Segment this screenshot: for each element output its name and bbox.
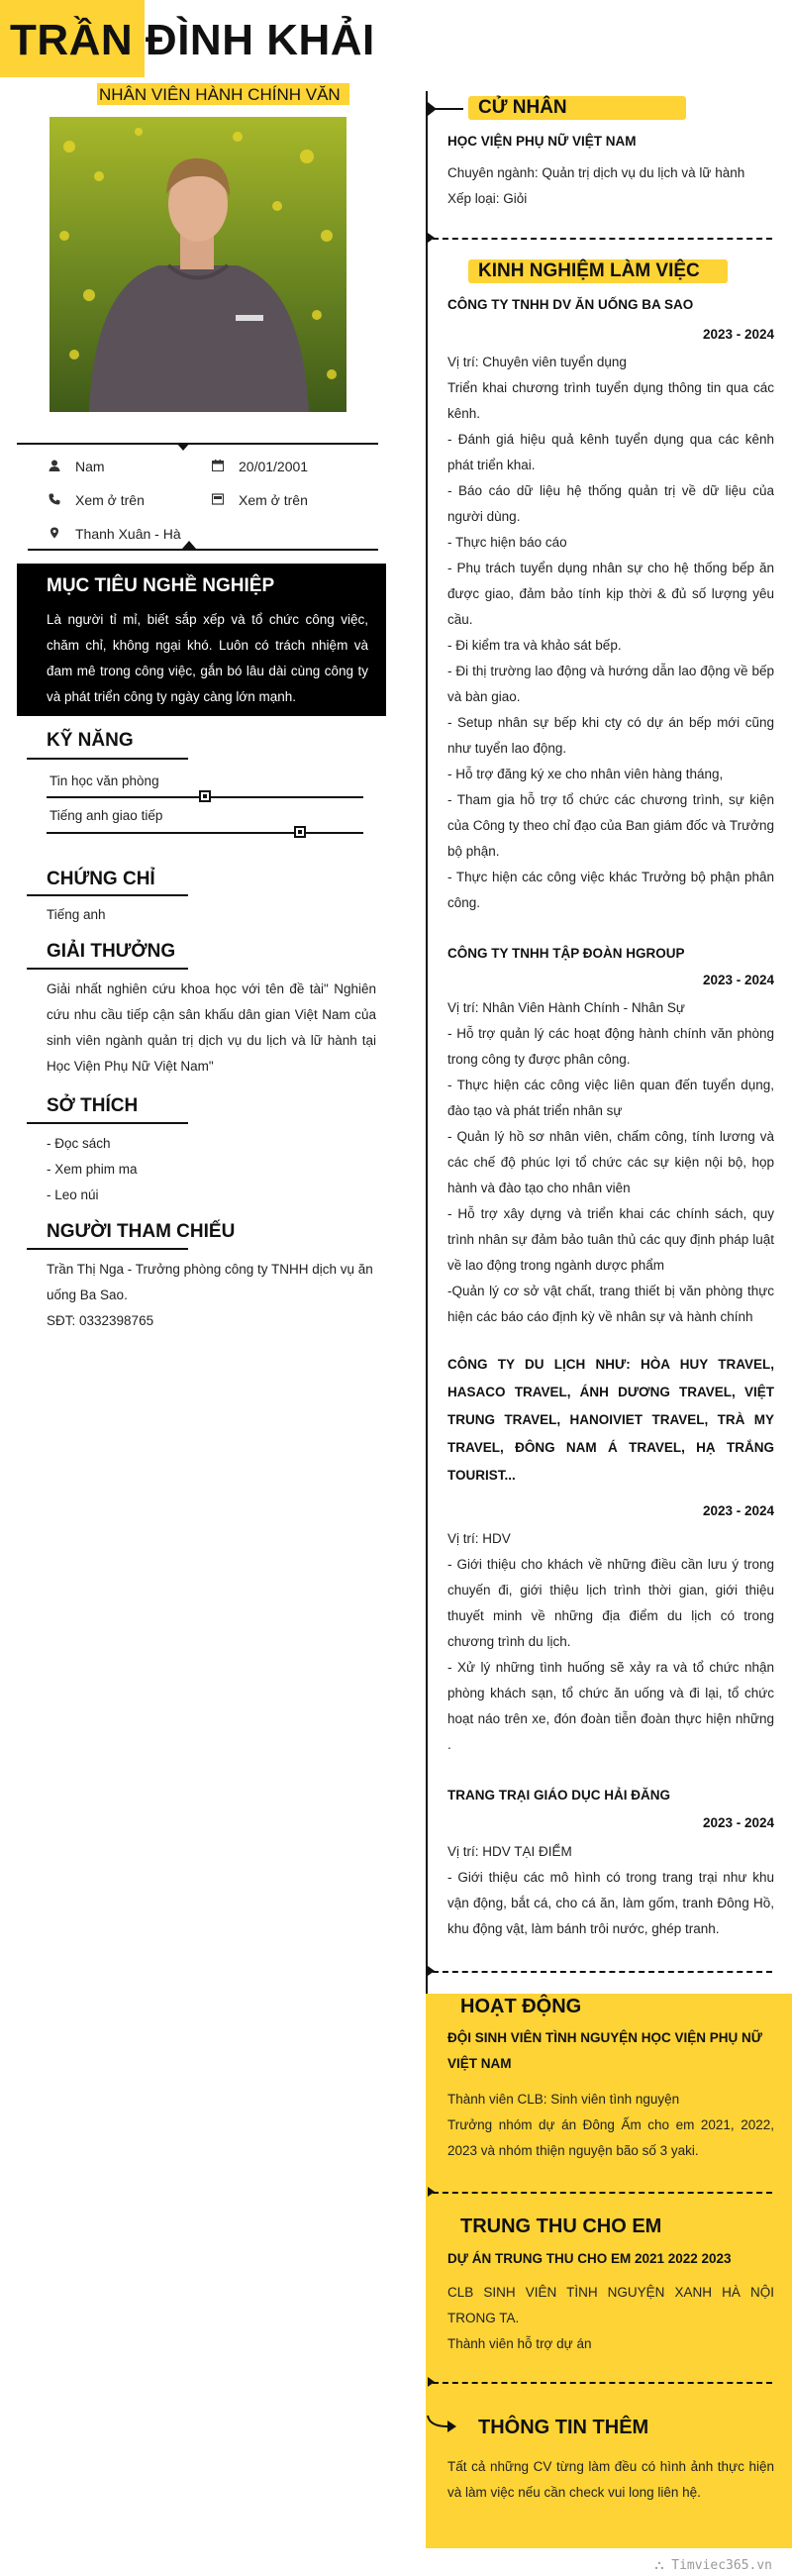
calendar-icon xyxy=(211,460,225,473)
section-divider xyxy=(433,238,772,240)
job-line: Vị trí: Chuyên viên tuyển dụng xyxy=(447,355,627,369)
job-line: - Phụ trách tuyển dụng nhân sự cho hệ thống bếp ăn được giao, đảm bảo tính kịp thời & đủ số lượng yêu cầu. xyxy=(447,561,774,627)
job-line: Vị trí: Nhân Viên Hành Chính - Nhân Sự xyxy=(447,1000,685,1015)
skill-level-marker xyxy=(294,826,306,838)
job-description xyxy=(447,350,774,916)
activities-header xyxy=(450,1993,581,2018)
certificates-underline xyxy=(27,894,188,896)
info-top-marker xyxy=(176,443,190,451)
job-line: - Hỗ trợ quản lý các hoạt động hành chính văn phòng trong công ty được phân công. xyxy=(447,1026,774,1067)
info-email xyxy=(211,492,308,508)
phone-value: Xem ở trên xyxy=(75,492,145,508)
info-bottom-rule xyxy=(28,549,378,551)
mid-autumn-project: DỰ ÁN TRUNG THU CHO EM 2021 2022 2023 xyxy=(447,2251,732,2266)
job-line: Triển khai chương trình tuyển dụng thông tin qua các kênh. xyxy=(447,380,774,421)
activities-line: Thành viên CLB: Sinh viên tình nguyện xyxy=(447,2092,680,2107)
phone-icon xyxy=(48,493,61,507)
references-phone: SĐT: 0332398765 xyxy=(47,1313,154,1328)
job-description xyxy=(447,1839,774,1942)
watermark-icon: ⛬ xyxy=(654,2558,672,2573)
info-top-rule xyxy=(17,443,378,445)
job-line: - Hỗ trợ đăng ký xe cho nhân viên hàng tháng, xyxy=(447,767,724,781)
awards-underline xyxy=(27,968,188,970)
job-line: - Giới thiệu các mô hình có trong trang trại như khu vận động, bắt cá, cho cá ăn, làm gốm, tranh Đông Hồ, khu động vật, làm bánh trôi nước, ghép tranh. xyxy=(447,1870,774,1936)
candidate-name: TRẦN ĐÌNH KHẢI xyxy=(10,16,375,64)
address-value: Thanh Xuân - Hà xyxy=(75,526,181,542)
extra-info-title: THÔNG TIN THÊM xyxy=(478,2417,649,2438)
candidate-position: NHÂN VIÊN HÀNH CHÍNH VĂN xyxy=(99,85,341,104)
job-line: - Quản lý hồ sơ nhân viên, chấm công, tính lương và các chế độ phúc lợi tổ chức các sự kiện nội bộ, họp hành và đào tạo cho nhân viên xyxy=(447,1129,774,1195)
job-line: - Đi thị trường lao động và hướng dẫn lao động về bếp và bàn giao. xyxy=(447,664,774,704)
skills-underline xyxy=(27,758,188,760)
job-date: 2023 - 2024 xyxy=(702,973,774,987)
awards-title: GIẢI THƯỞNG xyxy=(47,941,176,962)
job-line: Vị trí: HDV xyxy=(447,1531,511,1546)
timeline-connector xyxy=(428,108,463,110)
gender-value: Nam xyxy=(75,459,105,474)
objective-section xyxy=(17,564,386,716)
hobbies-underline xyxy=(27,1122,188,1124)
hobby-item: - Xem phim ma xyxy=(47,1162,138,1177)
job-date: 2023 - 2024 xyxy=(702,327,774,342)
job-line: - Đi kiểm tra và khảo sát bếp. xyxy=(447,638,622,653)
job-line: - Đánh giá hiệu quả kênh tuyển dụng qua các kênh phát triển khai. xyxy=(447,432,774,472)
extra-info-arrow xyxy=(426,2414,459,2444)
references-underline xyxy=(27,1248,188,1250)
job-company: TRANG TRẠI GIÁO DỤC HẢI ĐĂNG xyxy=(447,1788,670,1803)
job-line: - Setup nhân sự bếp khi cty có dự án bếp mới cũng như tuyển lao động. xyxy=(447,715,774,756)
job-line: - Thực hiện các công việc liên quan đến tuyển dụng, đào tạo và phát triển nhân sự xyxy=(447,1078,774,1118)
job-line: - Xử lý những tình huống sẽ xảy ra và tổ chức nhận phòng khách sạn, tổ chức ăn uống và đi lại, tổ chức hoạt náo trên xe, đón đoàn tiễn đoàn thực hiện những . xyxy=(447,1660,774,1752)
skills-title: KỸ NĂNG xyxy=(47,730,134,751)
education-header xyxy=(468,94,567,120)
extra-info-text: Tất cả những CV từng làm đều có hình ảnh thực hiện và làm việc nếu cần check vui long liên hệ. xyxy=(447,2459,774,2500)
job-line: Vị trí: HDV TẠI ĐIỂM xyxy=(447,1844,572,1859)
awards-text: Giải nhất nghiên cứu khoa học với tên đề tài" Nghiên cứu nhu cầu tiếp cận sân khấu dân gian Việt Nam của sinh viên ngành quản trị dịch vụ du lịch và lữ hành tại Học Viện Phụ Nữ Việt Nam" xyxy=(47,981,376,1074)
education-major: Chuyên ngành: Quản trị dịch vụ du lịch và lữ hành xyxy=(447,165,745,180)
skill-bar xyxy=(47,832,363,834)
education-school: HỌC VIỆN PHỤ NỮ VIỆT NAM xyxy=(447,134,637,149)
job-line: - Hỗ trợ xây dựng và triển khai các chính sách, quy trình nhân sự đảm bảo tuân thủ các quy định pháp luật về lao động trong ngành dược phẩm xyxy=(447,1206,774,1273)
job-description xyxy=(447,995,774,1330)
objective-text: Là người tỉ mỉ, biết sắp xếp và tổ chức công việc, chăm chỉ, không ngại khó. Luôn có trách nhiệm và đam mê trong công việc, gắn bó lâu dài cùng công ty và phát triển công ty ngày càng lớn mạnh. xyxy=(47,612,368,704)
hobbies-title: SỞ THÍCH xyxy=(47,1095,139,1116)
mid-autumn-title: TRUNG THU CHO EM xyxy=(460,2215,662,2237)
skill-level-marker xyxy=(199,790,211,802)
info-phone xyxy=(48,492,145,508)
experience-title: KINH NGHIỆM LÀM VIỆC xyxy=(478,260,700,281)
watermark-text: Timviec365.vn xyxy=(671,2558,772,2573)
certificates-title: CHỨNG CHỈ xyxy=(47,869,155,889)
job-line: - Thực hiện các công việc khác Trưởng bộ phận phân công. xyxy=(447,870,774,910)
job-line: -Quản lý cơ sở vật chất, trang thiết bị văn phòng thực hiện các báo cáo định kỳ về nhân sự và hành chính xyxy=(447,1284,774,1324)
references-title: NGƯỜI THAM CHIẾU xyxy=(47,1221,236,1242)
section-divider xyxy=(433,1971,772,1973)
education-grade: Xếp loại: Giỏi xyxy=(447,191,528,206)
info-gender xyxy=(48,459,105,474)
info-birthday xyxy=(211,459,308,474)
references-text: Trần Thị Nga - Trưởng phòng công ty TNHH dịch vụ ăn uống Ba Sao. xyxy=(47,1262,373,1302)
objective-title: MỤC TIÊU NGHỀ NGHIỆP xyxy=(47,575,275,596)
watermark xyxy=(654,2558,772,2573)
mid-autumn-line: CLB SINH VIÊN TÌNH NGUYỆN XANH HÀ NỘI TRONG TA. xyxy=(447,2285,774,2325)
mid-autumn-line: Thành viên hỗ trợ dự án xyxy=(447,2336,592,2351)
job-line: - Báo cáo dữ liệu hệ thống quản trị về dữ liệu của người dùng. xyxy=(447,483,774,524)
hobby-item: - Leo núi xyxy=(47,1187,99,1202)
skill-label: Tiếng anh giao tiếp xyxy=(50,808,163,823)
hobby-item: - Đọc sách xyxy=(47,1136,111,1151)
job-line: - Tham gia hỗ trợ tổ chức các chương trình, sự kiện của Công ty theo chỉ đạo của Ban giám đốc và Trưởng bộ phận. xyxy=(447,792,774,859)
section-divider xyxy=(433,2382,772,2384)
mid-autumn-header xyxy=(450,2213,661,2238)
activities-line: Trưởng nhóm dự án Đông Ấm cho em 2021, 2022, 2023 và nhóm thiện nguyện bão số 3 yaki. xyxy=(447,2117,774,2158)
job-company: CÔNG TY DU LỊCH NHƯ: HÒA HUY TRAVEL, HASACO TRAVEL, ÁNH DƯƠNG TRAVEL, VIỆT TRUNG TRAVEL, HANOIVIET TRAVEL, TRÀ MY TRAVEL, ĐÔNG NAM Á TRAVEL, HẠ TRẮNG TOURIST... xyxy=(447,1357,774,1483)
info-bottom-marker xyxy=(182,541,196,549)
education-title: CỬ NHÂN xyxy=(478,97,567,118)
job-date: 2023 - 2024 xyxy=(702,1815,774,1830)
profile-photo xyxy=(50,117,346,412)
job-company: CÔNG TY TNHH DV ĂN UỐNG BA SAO xyxy=(447,297,694,312)
certificates-text: Tiếng anh xyxy=(47,907,106,922)
activities-org: ĐỘI SINH VIÊN TÌNH NGUYỆN HỌC VIỆN PHỤ NỮ VIỆT NAM xyxy=(447,2030,762,2071)
experience-header xyxy=(468,258,700,283)
activities-title: HOẠT ĐỘNG xyxy=(460,1996,582,2017)
info-address xyxy=(48,526,181,542)
email-icon xyxy=(211,493,225,507)
extra-info-header xyxy=(468,2414,648,2439)
job-company: CÔNG TY TNHH TẬP ĐOÀN HGROUP xyxy=(447,946,685,961)
job-date: 2023 - 2024 xyxy=(702,1503,774,1518)
section-divider xyxy=(433,2192,772,2194)
job-line: - Giới thiệu cho khách về những điều cần lưu ý trong chuyến đi, giới thiệu lịch trình thời gian, giới thiệu thuyết minh về những địa điểm du lịch có trong chương trình du lịch. xyxy=(447,1557,774,1649)
person-icon xyxy=(48,460,61,473)
birthday-value: 20/01/2001 xyxy=(239,459,309,474)
job-line: - Thực hiện báo cáo xyxy=(447,535,567,550)
map-pin-icon xyxy=(48,527,61,541)
email-value: Xem ở trên xyxy=(239,492,308,508)
skill-label: Tin học văn phòng xyxy=(50,773,159,788)
job-description xyxy=(447,1526,774,1758)
